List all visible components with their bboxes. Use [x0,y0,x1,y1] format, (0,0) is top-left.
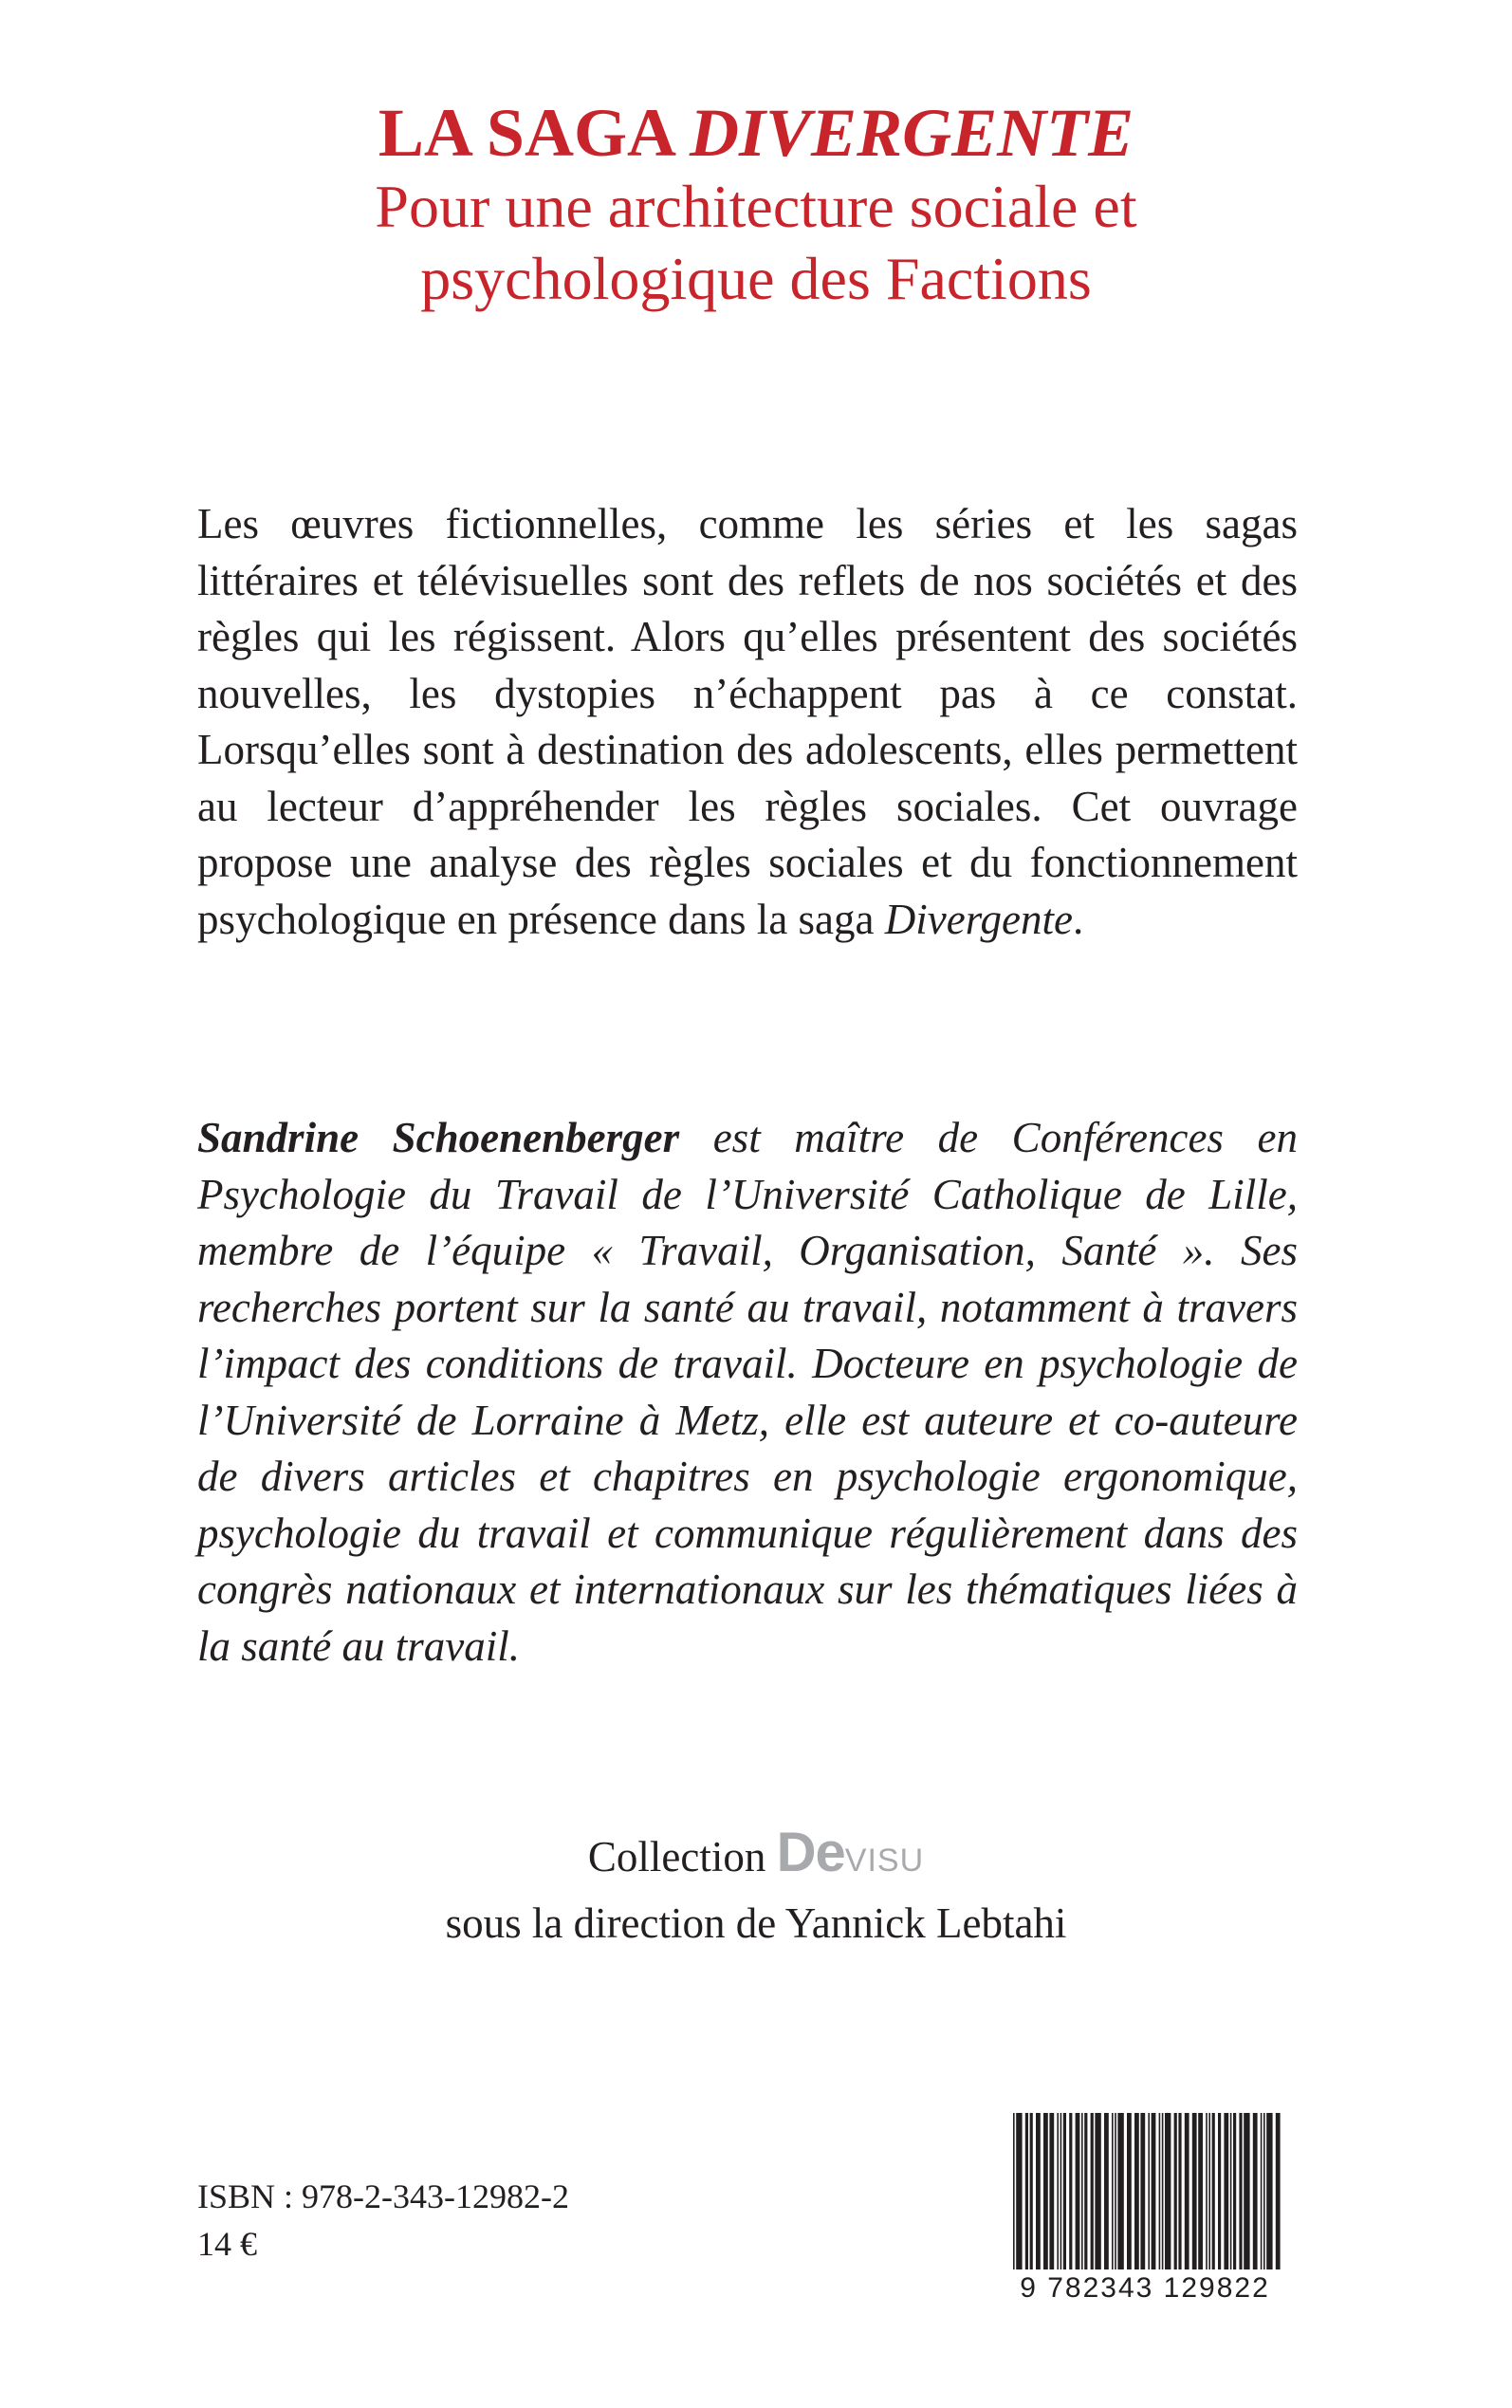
collection-direction: sous la direction de Yannick Lebtahi [445,1899,1067,1947]
bio-text: est maître de Conférences en Psychologie du Travail de l’Université Catholique de Lille, membre de l’équipe « Travail, Organisation, Santé ». Ses recherches portent sur la santé au travail, notamment à travers l’impact des conditions de travail. Docteure en psychologie de l’Université de Lorraine à Metz, elle est auteure et co-auteure de divers articles et chapitres en psychologie ergonomique, psychologie du travail et communique régulièrement dans des congrès nationaux et internationaux sur les thématiques liées à la santé au travail. [197,1114,1298,1670]
barcode-bar [1140,2113,1145,2269]
barcode-bar [1104,2113,1109,2269]
barcode-bar [1081,2113,1083,2269]
book-title [0,95,1512,171]
barcode-bar [1261,2113,1263,2269]
author-name: Sandrine Schoenenberger [197,1114,680,1161]
barcode-bar [1043,2113,1048,2269]
barcode-bar [1244,2113,1249,2269]
barcode-bar [1084,2113,1087,2269]
barcode-bar [1112,2113,1114,2269]
barcode-bar [1266,2113,1272,2269]
barcode-bar [1016,2113,1022,2293]
title-prefix: LA SAGA [378,95,690,171]
barcode-bar [1159,2113,1161,2269]
barcode-bar [1263,2113,1265,2269]
barcode-bar [1117,2113,1123,2269]
barcode-bar [1069,2113,1072,2269]
collection-line [0,1822,1512,1892]
barcode-bar [1208,2113,1210,2269]
barcode-bar [1192,2113,1197,2269]
barcode-bar [1127,2113,1132,2269]
barcode [992,2113,1298,2322]
barcode-bar [1185,2113,1189,2269]
barcode-bar [1060,2113,1062,2269]
synopsis-italic: Divergente [884,895,1073,943]
barcode-bar [1152,2113,1156,2269]
author-bio [197,1110,1298,1675]
subtitle-line-2: psychologique des Factions [420,245,1092,312]
barcode-bar [1025,2113,1028,2269]
barcode-bar [1233,2113,1236,2269]
collection-logo-de: De [776,1822,845,1883]
barcode-digits: 9 782343 129822 [992,2269,1298,2307]
barcode-bar [1253,2113,1258,2269]
barcode-bar [1165,2113,1171,2269]
synopsis-paragraph [197,496,1298,948]
collection-block [0,1822,1512,1954]
barcode-bar [1091,2113,1094,2269]
barcode-bar [1212,2113,1215,2269]
synopsis-end: . [1073,895,1084,943]
barcode-bar [1063,2113,1066,2269]
barcode-bar [1049,2113,1054,2269]
price: 14 € [197,2225,257,2263]
barcode-bar [1036,2113,1041,2269]
barcode-bar [1076,2113,1080,2269]
title-italic: DIVERGENTE [690,95,1134,171]
barcode-bar [1030,2113,1033,2269]
barcode-bar [1134,2113,1139,2269]
barcode-bar [1206,2113,1208,2269]
barcode-bar [1115,2113,1116,2269]
barcode-bar [1239,2113,1242,2269]
title-block [0,95,1512,315]
barcode-bar [1230,2113,1232,2269]
barcode-bar [1057,2113,1059,2269]
barcode-bar [1178,2113,1181,2269]
collection-logo-visu: VISU [844,1843,925,1879]
barcode-bar [1095,2113,1100,2269]
barcode-bar [1218,2113,1221,2269]
barcode-bar [1148,2113,1150,2293]
barcode-bar [1174,2113,1177,2269]
isbn: ISBN : 978-2-343-12982-2 [197,2177,569,2215]
subtitle-line-1: Pour une architecture sociale et [375,173,1137,240]
synopsis-text: Les œuvres fictionnelles, comme les séries et les sagas littéraires et télévisuelles sont des reflets de nos sociétés et des règles qui les régissent. Alors qu’elles présentent des sociétés nouvelles, les dystopies n’échappent pas à ce constat. Lorsqu’elles sont à destination des adolescents, elles permettent au lecteur d’appréhender les règles sociales. Cet ouvrage propose une analyse des règles sociales et du fonctionnement psychologique en présence dans la saga [197,500,1298,943]
barcode-bar [1224,2113,1228,2269]
collection-label: Collection [587,1833,777,1880]
barcode-bar [1013,2113,1015,2293]
barcode-bar [1198,2113,1203,2269]
barcode-bar [1276,2113,1281,2293]
barcode-bar [1162,2113,1164,2269]
